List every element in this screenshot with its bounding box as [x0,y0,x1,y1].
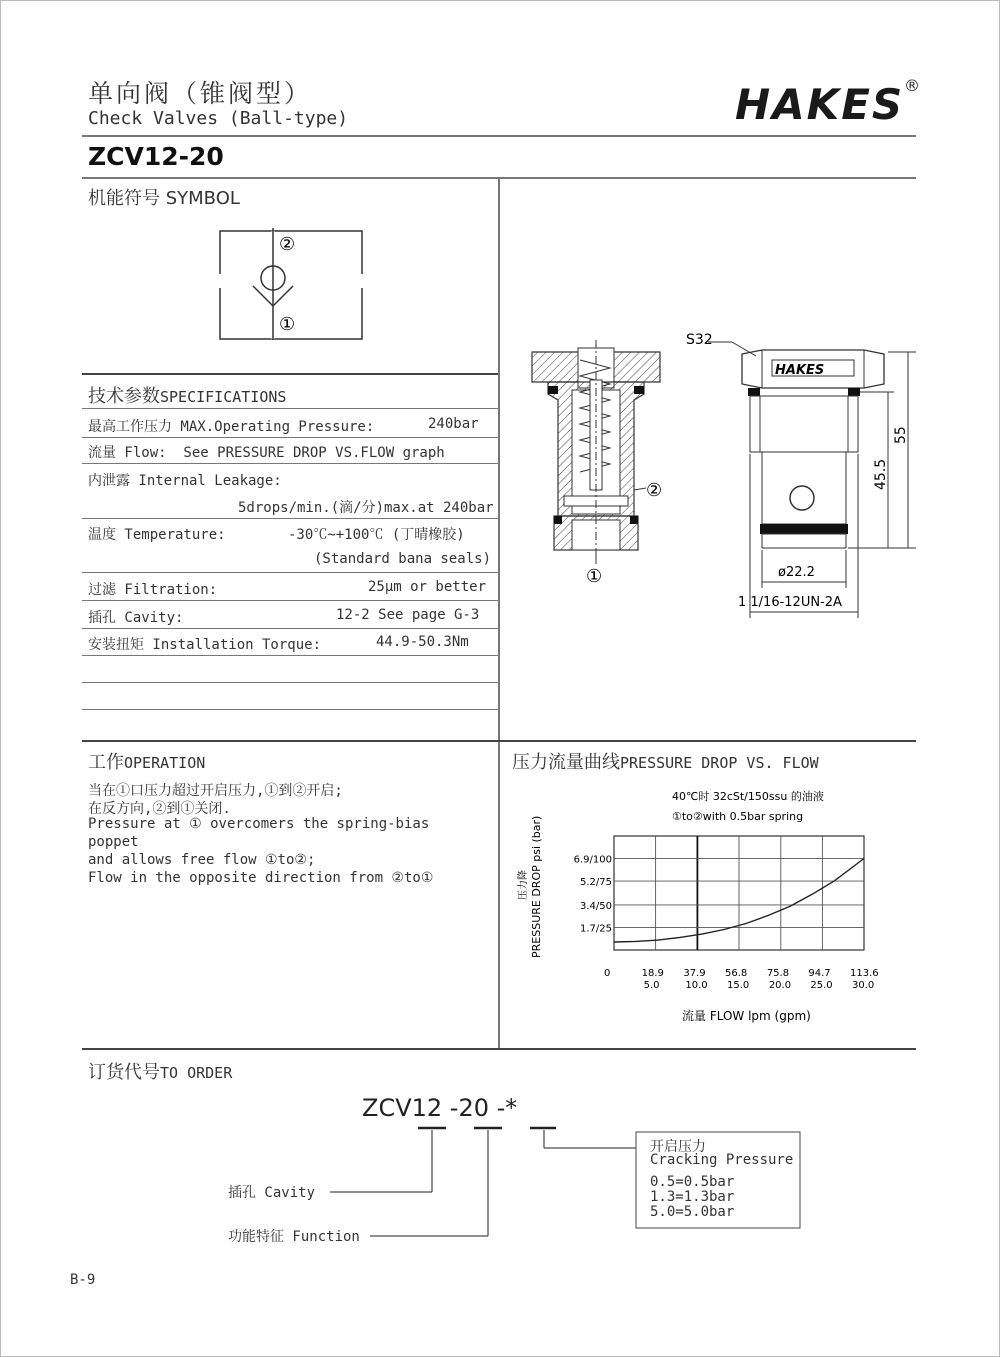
x-tick-lpm: 37.9 [683,968,706,979]
title-english: Check Valves (Ball-type) [88,108,349,129]
spec-rule [82,600,498,601]
dim-45-5: 45.5 [873,458,889,490]
drawing-port-2: ② [646,480,663,501]
y-tick-label: 5.2/75 [580,877,612,889]
chart-ticks [574,855,879,991]
x-tick-gpm: 10.0 [685,980,708,991]
spec-cavity: 插孔 Cavity: 12-2 See page G-3 [88,607,480,626]
x-tick-gpm: 30.0 [852,980,875,991]
center-divider [498,178,500,1049]
page-number: B-9 [70,1272,96,1288]
title-chinese: 单向阀（锥阀型） [88,79,313,108]
order-heading: 订货代号TO ORDER [88,1062,233,1083]
cracking-title-cn: 开启压力 [650,1139,706,1155]
cavity-label: 插孔 Cavity [228,1185,316,1201]
operation-line: 当在①口压力超过开启压力,①到②开启; [88,783,343,799]
dim-55: 55 [893,426,909,444]
chart-grid [614,836,864,950]
dim-diameter: ø22.2 [778,565,815,580]
x-tick-gpm: 5.0 [643,980,660,991]
spec-filtration: 过滤 Filtration: 25μm or better [88,579,487,598]
external-view [686,332,916,618]
hex-label: S32 [686,332,713,348]
graph-xlabel: 流量 FLOW lpm (gpm) [682,1009,811,1023]
x-tick-lpm: 18.9 [641,968,664,979]
origin-label: 0 [604,968,611,979]
order-code-pressure: -* [496,1094,518,1122]
spec-rule [82,655,498,656]
model-number: ZCV12-20 [88,142,224,171]
spec-rule [82,437,498,438]
drawing-brand: HAKES [775,363,825,378]
x-tick-lpm: 94.7 [808,968,831,979]
operation-heading: 工作OPERATION [88,752,206,773]
spec-seals: (Standard bana seals) [314,551,492,567]
spec-rule [82,709,498,710]
order-code [362,1094,517,1122]
spec-torque: 安装扭矩 Installation Torque: 44.9-50.3Nm [88,634,469,653]
x-tick-gpm: 15.0 [727,980,750,991]
graph-heading: 压力流量曲线PRESSURE DROP VS. FLOW [512,752,819,773]
port-2-label: ② [279,234,296,255]
graph-subtitle-2: ①to②with 0.5bar spring [672,810,804,823]
symbol-heading: 机能符号 SYMBOL [88,188,240,209]
spec-heading: 技术参数SPECIFICATIONS [88,386,287,407]
spec-rule [82,463,498,464]
cracking-title-en: Cracking Pressure [650,1152,794,1168]
x-tick-lpm: 56.8 [725,968,748,979]
bottom-rule [82,1048,916,1050]
sectional-view [532,340,662,587]
y-tick-label: 6.9/100 [573,854,612,866]
check-valve-symbol [215,226,367,342]
valve-drawing [510,320,930,620]
spec-rule [82,628,498,629]
spec-rule [82,408,498,409]
spec-top-rule [82,373,498,375]
pressure-flow-chart [510,780,910,1030]
operation-line: 在反方向,②到①关闭. [88,801,231,817]
spec-flow: 流量 Flow: See PRESSURE DROP VS.FLOW graph [88,445,445,461]
spec-pressure: 最高工作压力 MAX.Operating Pressure: 240bar [88,416,479,435]
order-code-cavity: ZCV12 [362,1094,443,1122]
y-tick-label: 1.7/25 [580,923,612,935]
x-tick-gpm: 20.0 [768,980,792,991]
header-rule [82,135,916,137]
operation-line: Pressure at ① overcomers the spring-bias [88,816,430,832]
spec-leakage: 内泄露 Internal Leakage: [88,473,282,489]
spec-rule [82,682,498,683]
brand-logo: HAKES [735,80,905,129]
registered-mark: ® [904,76,920,95]
graph-ylabel-en: PRESSURE DROP psi (bar) [530,815,543,958]
graph-subtitle-1: 40℃时 32cSt/150ssu 的油液 [672,790,824,803]
x-tick-gpm: 25.0 [810,980,833,991]
x-tick-lpm: 113.6 [850,968,879,979]
operation-line: and allows free flow ①to②; [88,852,316,868]
thread-spec: 1 1/16-12UN-2A [738,595,842,610]
x-tick-lpm: 75.8 [766,968,790,979]
spec-leakage-value: 5drops/min.(滴/分)max.at 240bar [238,500,494,516]
cracking-option: 0.5=0.5bar [650,1174,735,1190]
y-tick-label: 3.4/50 [580,900,612,912]
graph-ylabel-cn: 压力降 [518,870,529,900]
spec-rule [82,518,498,519]
port-1-label: ① [279,314,296,335]
cracking-option: 1.3=1.3bar [650,1189,735,1205]
cracking-option: 5.0=5.0bar [650,1204,735,1220]
order-code-function: -20 [449,1094,489,1122]
drawing-port-1: ① [586,566,603,587]
spec-rule [82,572,498,573]
operation-line: poppet [88,834,139,850]
operation-line: Flow in the opposite direction from ②to① [88,870,434,886]
mid-rule [82,740,916,742]
function-label: 功能特征 Function [228,1229,360,1245]
spec-temperature: 温度 Temperature: -30℃~+100℃ (丁晴橡胶) [88,527,465,543]
